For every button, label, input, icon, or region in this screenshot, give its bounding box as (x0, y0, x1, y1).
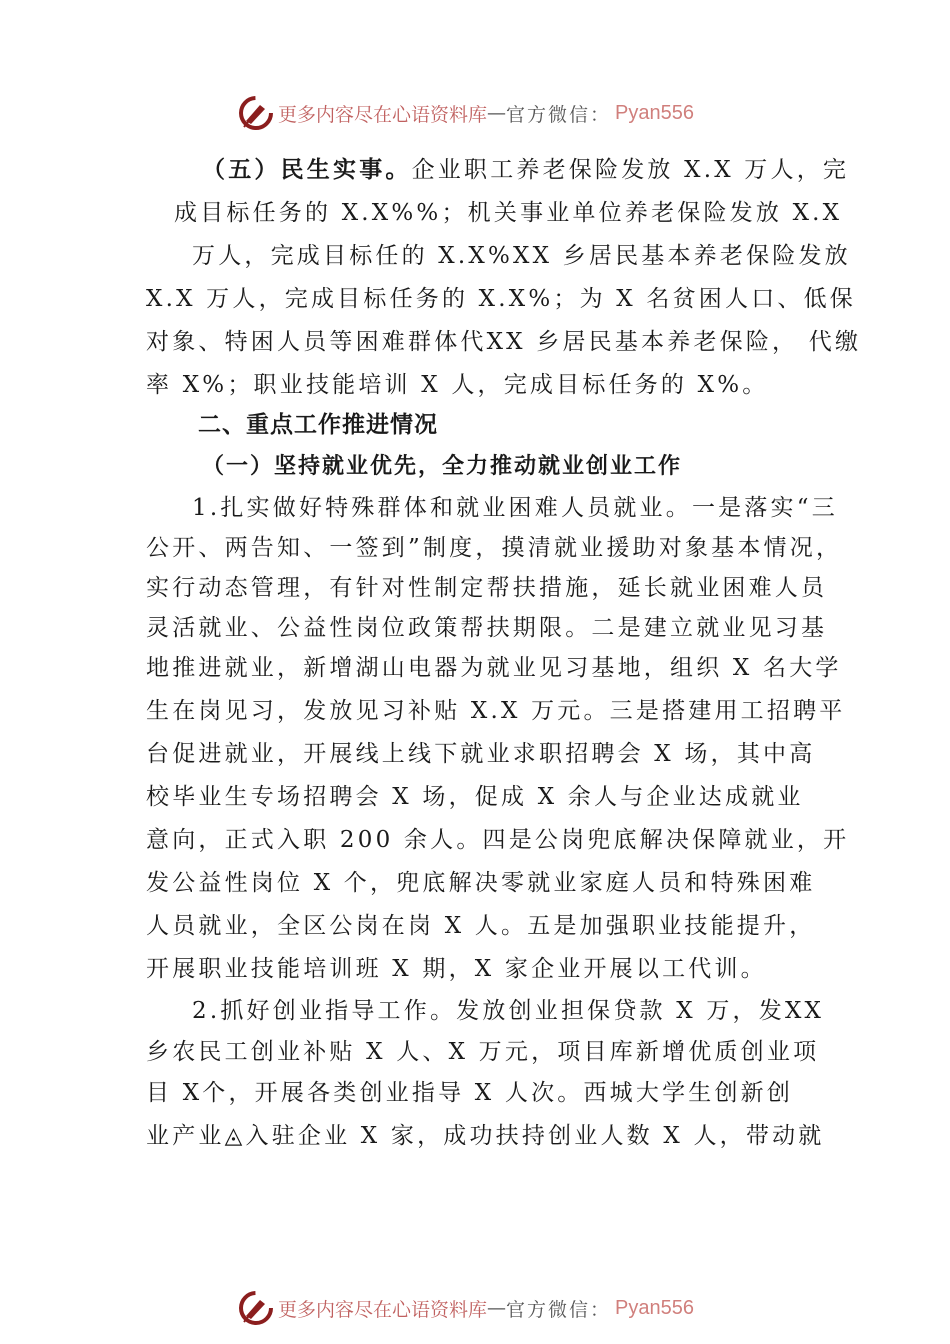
paragraph-line: 率 X%；职业技能培训 X 人，完成目标任务的 X%。 (146, 372, 769, 398)
paragraph-line: 目 X个，开展各类创业指导 X 人次。西城大学生创新创 (146, 1080, 794, 1106)
watermark-banner-top (238, 93, 694, 133)
subsection-heading: （一）坚持就业优先，全力推动就业创业工作 (202, 453, 683, 479)
paragraph-line: 灵活就业、公益性岗位政策帮扶期限。二是建立就业见习基 (146, 615, 828, 641)
paragraph-line: 成目标任务的 X.X%%；机关事业单位养老保险发放 X.X (174, 200, 843, 226)
paragraph-line: 地推进就业，新增湖山电器为就业见习基地，组织 X 名大学 (146, 655, 842, 681)
paragraph-line: 万人，完成目标任的 X.X%XX 乡居民基本养老保险发放 (192, 243, 851, 269)
paragraph-line: X.X 万人，完成目标任务的 X.X%；为 X 名贫困人口、低保 (146, 286, 856, 312)
paragraph-line: 实行动态管理，有针对性制定帮扶措施，延长就业困难人员 (146, 575, 828, 601)
paragraph-line: 发公益性岗位 X 个，兜底解决零就业家庭人员和特殊困难 (146, 870, 816, 896)
line-text: 企业职工养老保险发放 X.X 万人，完 (411, 157, 850, 183)
paragraph-line: 校毕业生专场招聘会 X 场，促成 X 余人与企业达成就业 (146, 784, 804, 810)
paragraph-line (202, 150, 849, 190)
watermark-banner-bottom (238, 1288, 694, 1328)
watermark-wechat-label: 官方微信： (506, 1298, 612, 1321)
paragraph-line: 生在岗见习，发放见习补贴 X.X 万元。三是搭建用工招聘平 (146, 698, 846, 724)
paragraph-line: 开展职业技能培训班 X 期，X 家企业开展以工代训。 (146, 956, 767, 982)
paragraph-line: 业产业◬入驻企业 X 家，成功扶持创业人数 X 人，带动就 (146, 1123, 825, 1149)
paragraph-line: 对象、特困人员等困难群体代XX 乡居民基本养老保险， 代缴 (146, 329, 862, 355)
paragraph-line: 2.抓好创业指导工作。发放创业担保贷款 X 万，发XX (192, 998, 825, 1024)
watermark-dash: — (487, 102, 507, 124)
watermark-main-text: 更多内容尽在心语资料库 (278, 103, 488, 126)
paragraph-line: 台促进就业，开展线上线下就业求职招聘会 X 场，其中高 (146, 741, 816, 767)
quill-pen-logo-icon (238, 95, 274, 131)
paragraph-line: 乡农民工创业补贴 X 人、X 万元，项目库新增优质创业项 (146, 1039, 820, 1065)
watermark-wechat-id: Pyan556 (615, 101, 694, 124)
watermark-dash: — (487, 1297, 507, 1319)
watermark-main-text: 更多内容尽在心语资料库 (278, 1298, 488, 1321)
paragraph-line: 1.扎实做好特殊群体和就业困难人员就业。一是落实“三 (192, 495, 838, 521)
paragraph-line: 人员就业，全区公岗在岗 X 人。五是加强职业技能提升， (146, 913, 816, 939)
paragraph-line: 公开、两告知、一签到”制度，摸清就业援助对象基本情况， (146, 535, 843, 561)
section-heading-livelihood: （五）民生实事。 (202, 157, 412, 183)
section-heading-2: 二、重点工作推进情况 (198, 412, 438, 438)
watermark-wechat-label: 官方微信： (506, 103, 612, 126)
paragraph-line: 意向，正式入职 200 余人。四是公岗兜底解决保障就业，开 (146, 827, 850, 853)
quill-pen-logo-icon (238, 1290, 274, 1326)
watermark-wechat-id: Pyan556 (615, 1296, 694, 1319)
